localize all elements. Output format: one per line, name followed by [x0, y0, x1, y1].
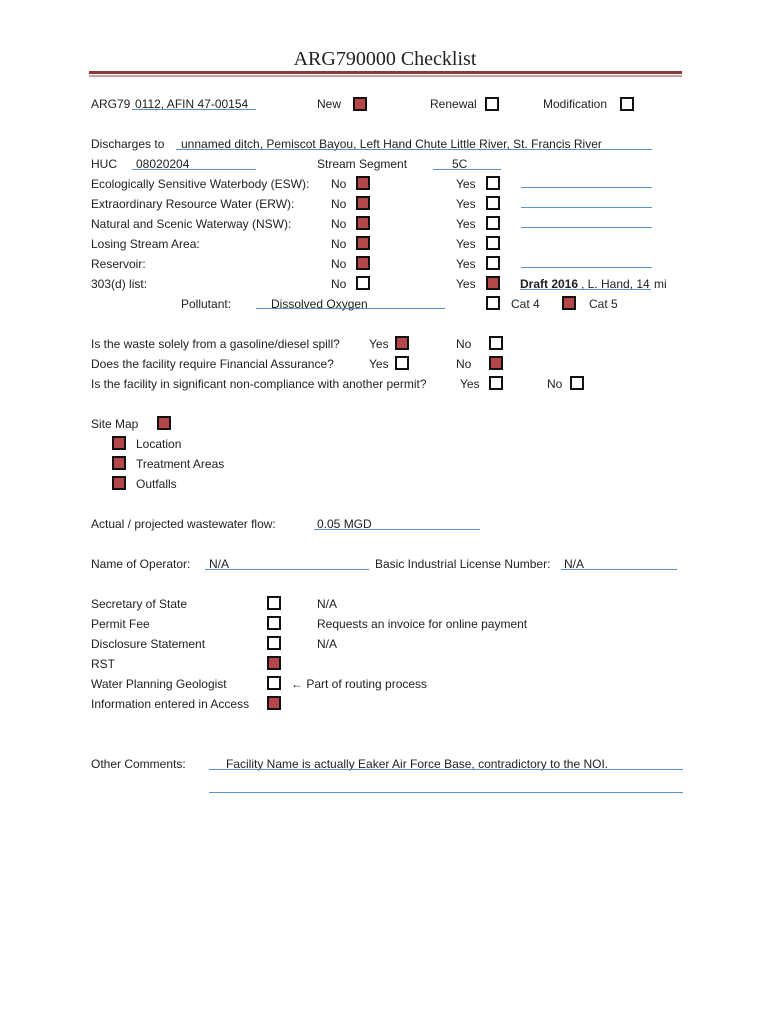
- renewal-label: Renewal: [430, 97, 477, 111]
- comments-underline-2: [209, 792, 683, 793]
- cat5-label: Cat 5: [589, 297, 618, 311]
- huc-underline: [132, 169, 256, 170]
- spill-no-checkbox[interactable]: [489, 336, 503, 350]
- permit-fee-note: Requests an invoice for online payment: [317, 617, 528, 631]
- question-financial-assurance: Does the facility require Financial Assurance?: [91, 357, 334, 371]
- nsw-yes-label: Yes: [456, 217, 476, 231]
- fa-yes-label: Yes: [369, 357, 389, 371]
- esw-yes-label: Yes: [456, 177, 476, 191]
- location-checkbox[interactable]: [112, 436, 126, 450]
- question-noncompliance: Is the facility in significant non-compliance with another permit?: [91, 377, 427, 391]
- permit-value: 0112, AFIN 47-00154: [135, 97, 249, 111]
- losing-yes-label: Yes: [456, 237, 476, 251]
- reservoir-yes-checkbox[interactable]: [486, 256, 500, 270]
- 303d-no-label: No: [331, 277, 347, 291]
- discharges-label: Discharges to: [91, 137, 165, 151]
- huc-value: 08020204: [136, 157, 190, 171]
- stream-segment-value: 5C: [452, 157, 468, 171]
- rst-label: RST: [91, 657, 115, 671]
- esw-no-label: No: [331, 177, 347, 191]
- segment-underline: [433, 169, 501, 170]
- disclosure-checkbox[interactable]: [267, 636, 281, 650]
- discharges-value: unnamed ditch, Pemiscot Bayou, Left Hand Chute Little River, St. Francis River: [181, 137, 602, 151]
- outfalls-label: Outfalls: [136, 477, 177, 491]
- access-checkbox[interactable]: [267, 696, 281, 710]
- license-label: Basic Industrial License Number:: [375, 557, 551, 571]
- permit-prefix: ARG79: [91, 97, 131, 111]
- huc-label: HUC: [91, 157, 117, 171]
- nc-yes-label: Yes: [460, 377, 480, 391]
- permit-fee-checkbox[interactable]: [267, 616, 281, 630]
- nsw-no-checkbox[interactable]: [356, 216, 370, 230]
- outfalls-checkbox[interactable]: [112, 476, 126, 490]
- rst-checkbox[interactable]: [267, 656, 281, 670]
- pollutant-label: Pollutant:: [181, 297, 232, 311]
- new-label: New: [317, 97, 342, 111]
- title-rule-shadow: [89, 75, 682, 77]
- disclosure-note: N/A: [317, 637, 338, 651]
- losing-stream-label: Losing Stream Area:: [91, 237, 200, 251]
- erw-no-label: No: [331, 197, 347, 211]
- losing-no-checkbox[interactable]: [356, 236, 370, 250]
- stream-segment-label: Stream Segment: [317, 157, 408, 171]
- spill-yes-label: Yes: [369, 337, 389, 351]
- 303d-yes-label: Yes: [456, 277, 476, 291]
- page-title: ARG790000 Checklist: [293, 48, 477, 70]
- comments-underline-1: [209, 769, 683, 770]
- comments-value: Facility Name is actually Eaker Air Force Base, contradictory to the NOI.: [226, 757, 609, 771]
- comments-label: Other Comments:: [91, 757, 186, 771]
- title-rule: [89, 71, 682, 74]
- site-map-label: Site Map: [91, 417, 139, 431]
- disclosure-label: Disclosure Statement: [91, 637, 206, 651]
- permit-fee-label: Permit Fee: [91, 617, 150, 631]
- license-underline: [561, 569, 677, 570]
- esw-underline: [521, 187, 652, 188]
- location-label: Location: [136, 437, 182, 451]
- spill-yes-checkbox[interactable]: [395, 336, 409, 350]
- reservoir-underline: [521, 267, 652, 268]
- erw-yes-checkbox[interactable]: [486, 196, 500, 210]
- geologist-note: ← Part of routing process: [291, 677, 428, 691]
- nc-no-checkbox[interactable]: [570, 376, 584, 390]
- renewal-checkbox[interactable]: [485, 97, 499, 111]
- nsw-yes-checkbox[interactable]: [486, 216, 500, 230]
- geologist-checkbox[interactable]: [267, 676, 281, 690]
- permit-underline: [132, 109, 256, 110]
- question-spill: Is the waste solely from a gasoline/diesel spill?: [91, 337, 340, 351]
- cat4-label: Cat 4: [511, 297, 540, 311]
- 303d-note-bold: Draft 2016: [520, 277, 579, 291]
- nsw-underline: [521, 227, 652, 228]
- 303d-label: 303(d) list:: [91, 277, 148, 291]
- discharges-underline: [176, 149, 652, 150]
- secretary-note: N/A: [317, 597, 338, 611]
- nsw-label: Natural and Scenic Waterway (NSW):: [91, 217, 292, 231]
- pollutant-underline: [256, 308, 445, 309]
- erw-label: Extraordinary Resource Water (ERW):: [91, 197, 295, 211]
- cat4-checkbox[interactable]: [486, 296, 500, 310]
- esw-no-checkbox[interactable]: [356, 176, 370, 190]
- erw-underline: [521, 207, 652, 208]
- nc-no-label: No: [547, 377, 563, 391]
- fa-no-checkbox[interactable]: [489, 356, 503, 370]
- site-map-checkbox[interactable]: [157, 416, 171, 430]
- geologist-label: Water Planning Geologist: [91, 677, 227, 691]
- losing-yes-checkbox[interactable]: [486, 236, 500, 250]
- nc-yes-checkbox[interactable]: [489, 376, 503, 390]
- reservoir-no-checkbox[interactable]: [356, 256, 370, 270]
- 303d-note-unit: mi: [654, 277, 667, 291]
- operator-underline: [205, 569, 369, 570]
- 303d-underline: [520, 289, 651, 290]
- erw-yes-label: Yes: [456, 197, 476, 211]
- reservoir-no-label: No: [331, 257, 347, 271]
- operator-label: Name of Operator:: [91, 557, 191, 571]
- esw-yes-checkbox[interactable]: [486, 176, 500, 190]
- modification-checkbox[interactable]: [620, 97, 634, 111]
- secretary-checkbox[interactable]: [267, 596, 281, 610]
- spill-no-label: No: [456, 337, 472, 351]
- 303d-note: , L. Hand, 14: [581, 277, 650, 291]
- 303d-yes-checkbox[interactable]: [486, 276, 500, 290]
- treatment-areas-checkbox[interactable]: [112, 456, 126, 470]
- fa-no-label: No: [456, 357, 472, 371]
- treatment-areas-label: Treatment Areas: [136, 457, 225, 471]
- flow-underline: [314, 529, 480, 530]
- pollutant-value: Dissolved Oxygen: [271, 297, 368, 311]
- losing-no-label: No: [331, 237, 347, 251]
- access-label: Information entered in Access: [91, 697, 250, 711]
- reservoir-yes-label: Yes: [456, 257, 476, 271]
- secretary-label: Secretary of State: [91, 597, 188, 611]
- reservoir-label: Reservoir:: [91, 257, 146, 271]
- flow-value: 0.05 MGD: [317, 517, 372, 531]
- license-value: N/A: [564, 557, 585, 571]
- fa-yes-checkbox[interactable]: [395, 356, 409, 370]
- cat5-checkbox[interactable]: [562, 296, 576, 310]
- esw-label: Ecologically Sensitive Waterbody (ESW):: [91, 177, 310, 191]
- operator-value: N/A: [209, 557, 230, 571]
- modification-label: Modification: [543, 97, 608, 111]
- new-checkbox[interactable]: [353, 97, 367, 111]
- flow-label: Actual / projected wastewater flow:: [91, 517, 276, 531]
- 303d-no-checkbox[interactable]: [356, 276, 370, 290]
- nsw-no-label: No: [331, 217, 347, 231]
- erw-no-checkbox[interactable]: [356, 196, 370, 210]
